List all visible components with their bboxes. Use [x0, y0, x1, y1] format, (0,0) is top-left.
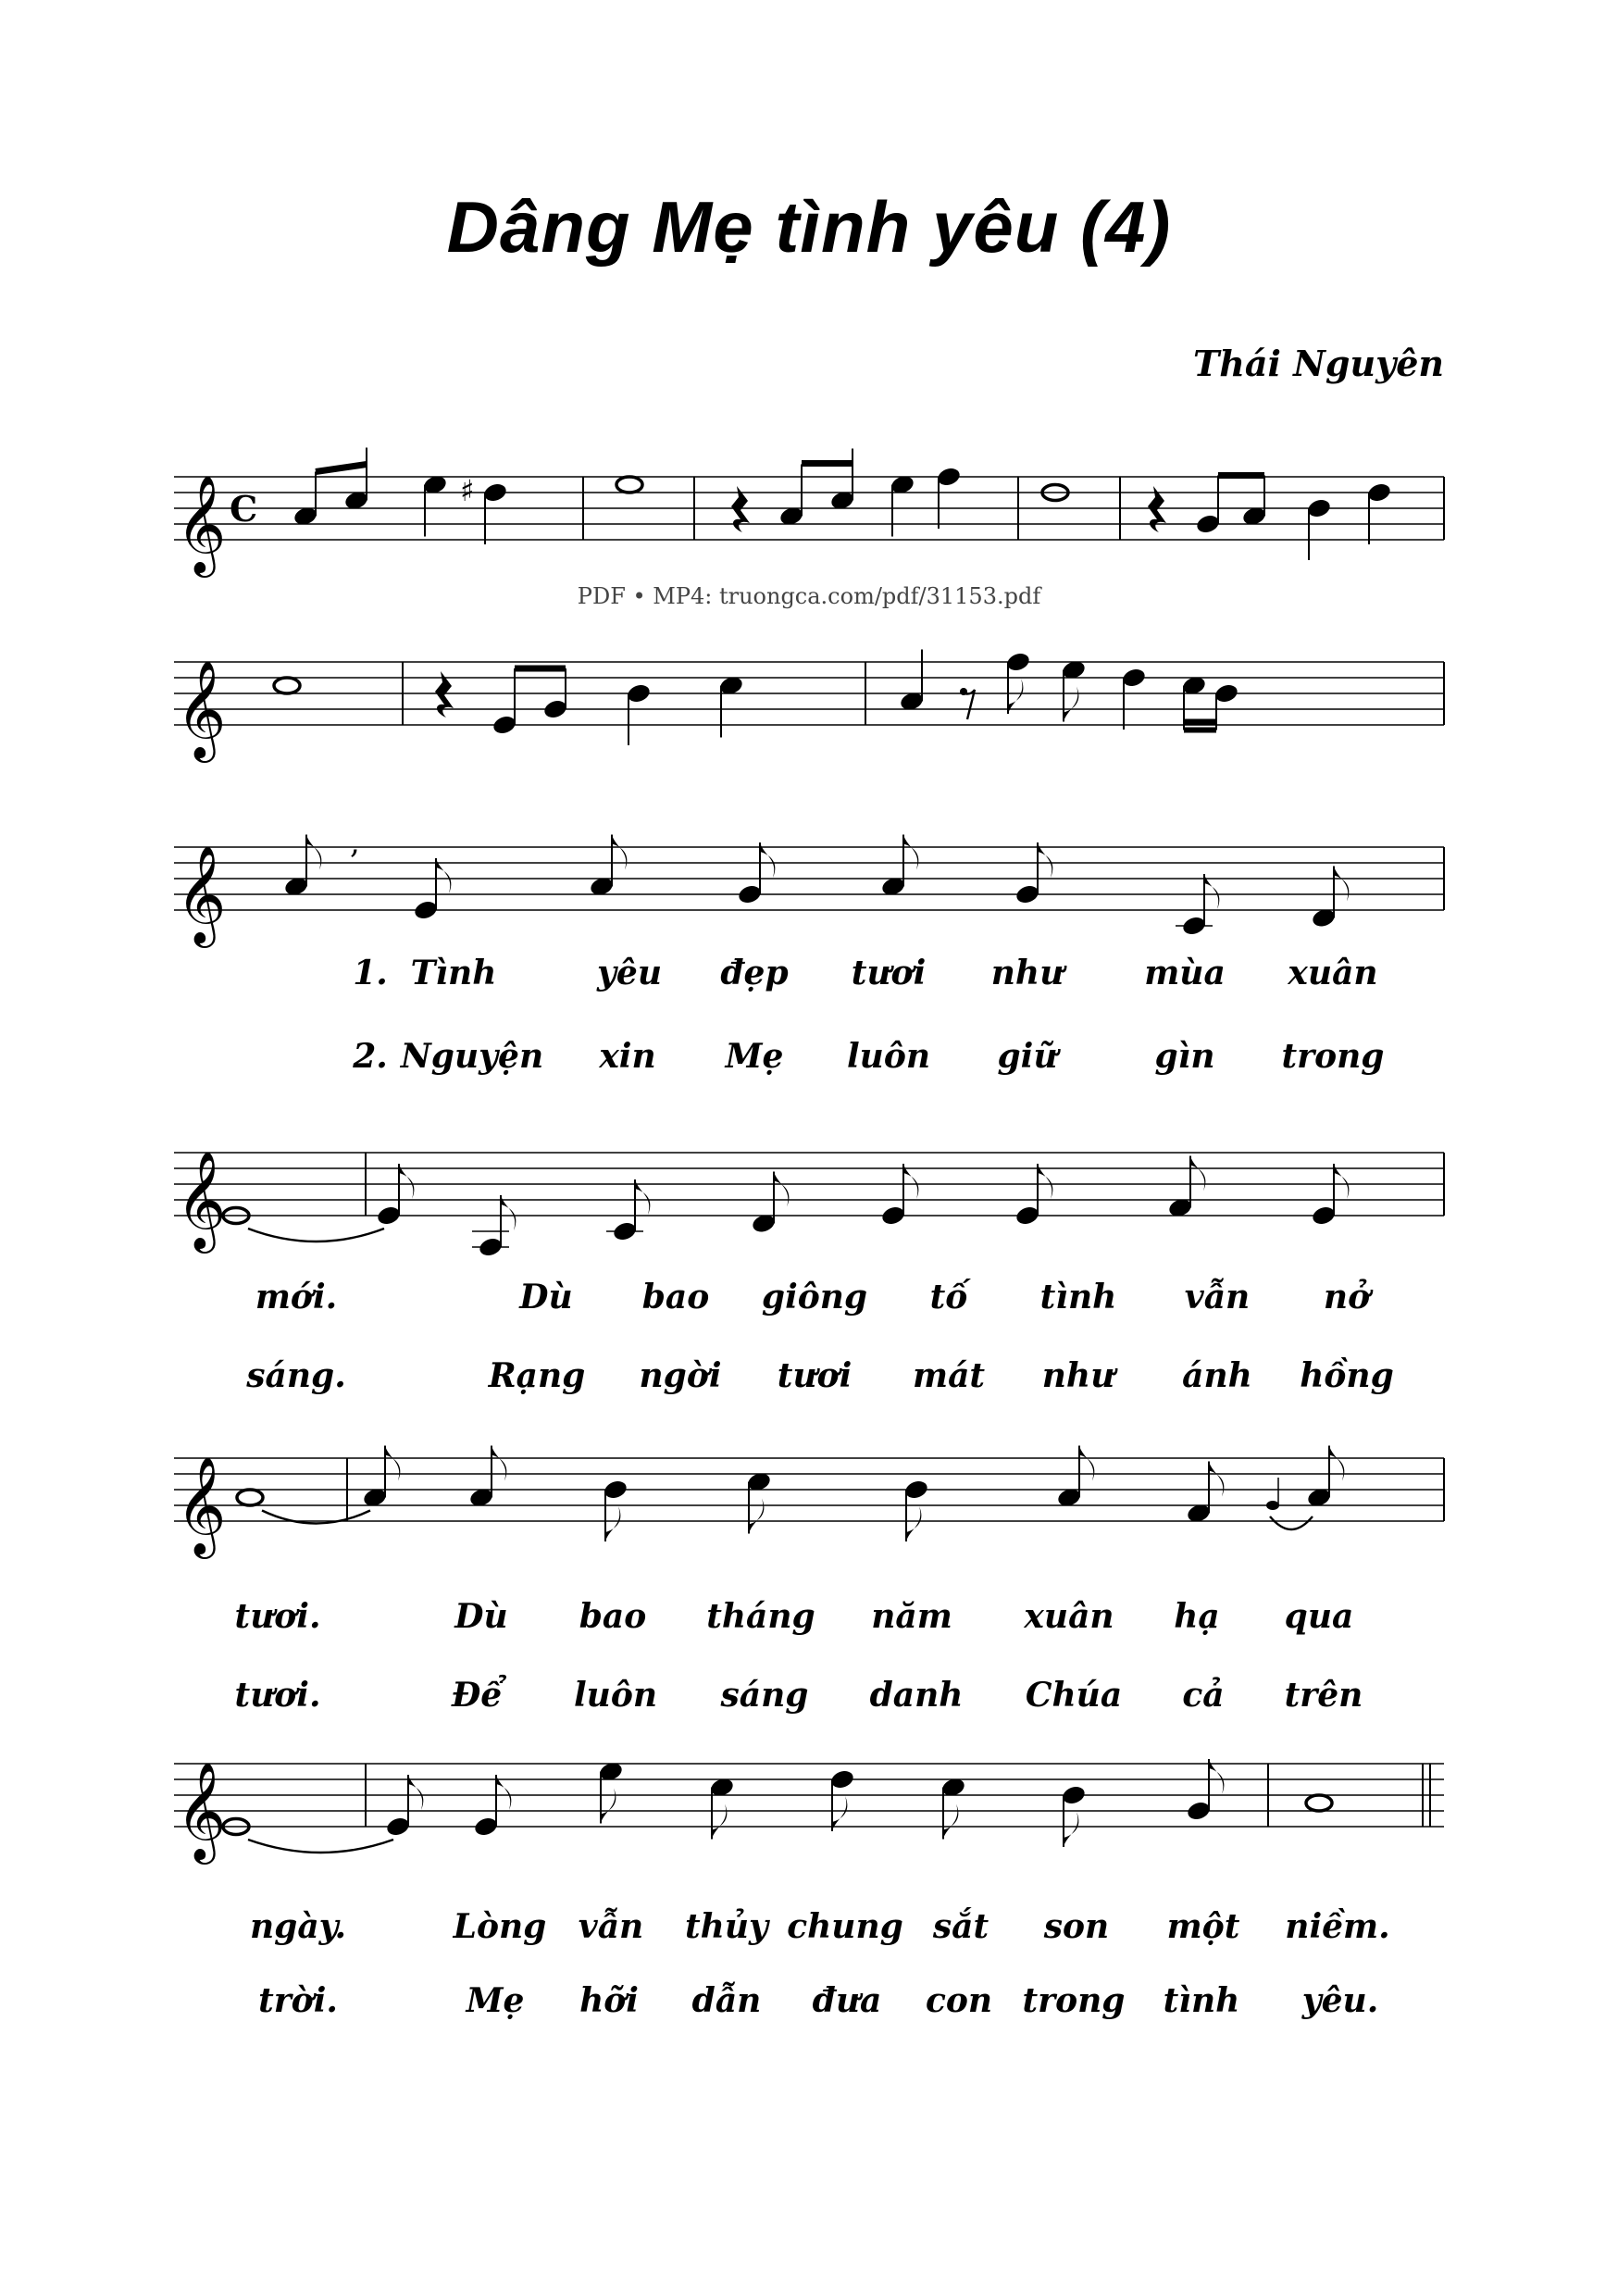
lyric-syllable: năm — [871, 1597, 952, 1636]
note-flag — [492, 1446, 506, 1481]
lyric-syllable: tươi — [777, 1356, 853, 1395]
staff-system-6 — [0, 1722, 1618, 1870]
treble-clef: 𝄞 — [176, 1455, 227, 1554]
note-flag — [906, 1506, 921, 1541]
lyric-syllable: tình — [1163, 1981, 1240, 2020]
lyric-syllable: son — [1043, 1907, 1110, 1946]
lyric-syllable: tươi. — [234, 1597, 321, 1636]
note-head — [603, 1479, 629, 1501]
note-head — [385, 1816, 411, 1838]
note-flag — [601, 1789, 616, 1824]
lyric-syllable: giữ — [997, 1037, 1058, 1076]
note-head — [1195, 513, 1221, 535]
eighth-rest — [964, 690, 975, 719]
note-head — [612, 1220, 638, 1242]
lyric-syllable: Mẹ — [725, 1037, 784, 1076]
note-flag — [943, 1804, 958, 1840]
note-head — [903, 1479, 929, 1501]
note-head — [1121, 667, 1147, 689]
note-head — [936, 466, 962, 488]
grace-note — [1266, 1501, 1279, 1510]
lyric-syllable: trời. — [258, 1981, 338, 2020]
lyric-syllable: gìn — [1154, 1037, 1215, 1076]
lyric-syllable: Chúa — [1025, 1676, 1123, 1715]
tie — [248, 1229, 384, 1242]
tie — [1270, 1516, 1313, 1529]
lyric-syllable: niềm. — [1285, 1907, 1390, 1946]
lyric-verse-number: 1. — [353, 954, 388, 992]
lyric-syllable: hạ — [1174, 1597, 1220, 1636]
note-head — [1181, 915, 1207, 937]
lyric-syllable: Nguyện — [400, 1037, 544, 1076]
note-beam — [316, 465, 367, 472]
lyric-syllable: hỡi — [579, 1981, 639, 2020]
lyric-syllable: ánh — [1182, 1356, 1252, 1395]
note-head — [1186, 1800, 1212, 1822]
tie — [248, 1840, 393, 1853]
lyric-syllable: như — [990, 954, 1064, 992]
lyric-syllable: trong — [1281, 1037, 1385, 1076]
note-flag — [612, 835, 627, 870]
lyric-syllable: trên — [1284, 1676, 1363, 1715]
lyric-syllable: một — [1166, 1907, 1240, 1946]
lyric-syllable: tình — [1039, 1278, 1117, 1316]
staff-system-5 — [0, 1416, 1618, 1565]
lyric-syllable: ngày. — [250, 1907, 346, 1946]
note-head — [1306, 497, 1332, 519]
lyric-syllable: đẹp — [720, 954, 789, 992]
lyric-syllable: Dù — [454, 1597, 508, 1636]
note-head — [542, 698, 568, 720]
lyric-syllable: tươi. — [234, 1676, 321, 1715]
lyric-syllable: xuân — [1288, 954, 1378, 992]
lyric-syllable: luôn — [573, 1676, 658, 1715]
lyric-syllable: xuân — [1024, 1597, 1114, 1636]
source-link[interactable]: PDF • MP4: truongca.com/pdf/31153.pdf — [577, 583, 1041, 609]
note-head — [413, 899, 439, 921]
lyric-syllable: chung — [787, 1907, 903, 1946]
note-head — [829, 1768, 855, 1791]
note-head — [1014, 1204, 1040, 1227]
note-flag — [385, 1446, 400, 1481]
lyric-syllable: bao — [579, 1597, 647, 1636]
lyric-syllable: mùa — [1144, 954, 1226, 992]
whole-note — [616, 477, 642, 493]
lyric-syllable: vẫn — [578, 1907, 644, 1946]
lyric-syllable: hồng — [1300, 1356, 1394, 1395]
lyric-syllable: đưa — [812, 1981, 882, 2020]
lyric-syllable: qua — [1284, 1597, 1354, 1636]
lyric-verse-number: 2. — [353, 1037, 388, 1076]
note-head — [492, 714, 517, 736]
breath-mark: , — [350, 824, 360, 861]
lyric-syllable: sắt — [932, 1907, 989, 1946]
note-head — [478, 1236, 504, 1258]
whole-note — [274, 678, 300, 693]
note-head — [1061, 1784, 1087, 1806]
lyric-syllable: sáng. — [246, 1356, 346, 1395]
lyric-syllable: tươi — [851, 954, 927, 992]
note-flag — [306, 835, 321, 870]
lyric-syllable: bao — [641, 1278, 710, 1316]
note-flag — [749, 1499, 764, 1534]
lyric-syllable: tố — [929, 1278, 968, 1316]
whole-note — [237, 1490, 263, 1505]
staff-system-2 — [0, 620, 1618, 768]
composer-name: Thái Nguyên — [1192, 343, 1444, 384]
lyric-syllable: Để — [451, 1676, 503, 1715]
note-flag — [774, 1172, 789, 1207]
note-head — [880, 1204, 906, 1227]
lyric-syllable: nở — [1323, 1278, 1371, 1316]
lyric-syllable: mới. — [255, 1278, 338, 1316]
treble-clef: 𝄞 — [176, 1761, 227, 1860]
lyric-syllable: thủy — [685, 1907, 768, 1946]
note-flag — [1064, 1812, 1078, 1847]
treble-clef: 𝄞 — [176, 844, 227, 943]
lyric-syllable: sáng — [720, 1676, 809, 1715]
lyric-syllable: Lòng — [453, 1907, 547, 1946]
lyric-syllable: danh — [869, 1676, 964, 1715]
sharp-sign: ♯ — [460, 473, 475, 508]
note-flag — [1079, 1446, 1094, 1481]
note-flag — [1334, 867, 1349, 902]
note-flag — [903, 835, 918, 870]
lyric-syllable: dẫn — [691, 1981, 762, 2020]
lyric-syllable: Rạng — [488, 1356, 586, 1395]
whole-note — [1306, 1795, 1332, 1811]
treble-clef: 𝄞 — [176, 659, 227, 758]
time-signature: C — [230, 488, 258, 530]
note-head — [1366, 481, 1392, 504]
note-flag — [1209, 1462, 1224, 1497]
song-title: Dâng Mẹ tình yêu (4) — [446, 186, 1172, 268]
lyric-syllable: mát — [912, 1356, 986, 1395]
staff-system-3 — [0, 805, 1618, 954]
treble-clef: 𝄞 — [176, 1150, 227, 1249]
lyric-syllable: luôn — [846, 1037, 931, 1076]
staff-system-1 — [0, 435, 1618, 583]
lyric-syllable: tháng — [706, 1597, 815, 1636]
lyric-syllable: yêu. — [1301, 1981, 1379, 2020]
note-flag — [712, 1804, 727, 1840]
note-head — [1311, 1204, 1337, 1227]
lyric-syllable: Tình — [410, 954, 497, 992]
lyric-syllable: ngời — [639, 1356, 722, 1395]
staff-system-4 — [0, 1111, 1618, 1259]
lyric-syllable: như — [1041, 1356, 1115, 1395]
lyric-syllable: vẫn — [1184, 1278, 1251, 1316]
note-head — [473, 1816, 499, 1838]
note-flag — [605, 1506, 620, 1541]
note-flag — [1329, 1446, 1344, 1481]
lyric-syllable: trong — [1022, 1981, 1126, 2020]
treble-clef: 𝄞 — [176, 474, 227, 573]
lyric-syllable: xin — [599, 1037, 656, 1076]
note-flag — [1064, 687, 1078, 722]
note-head — [737, 883, 763, 905]
lyric-syllable: giông — [761, 1278, 868, 1316]
note-head — [376, 1204, 402, 1227]
lyric-syllable: Dù — [519, 1278, 573, 1316]
lyric-syllable: yêu — [597, 954, 662, 992]
lyric-syllable: con — [925, 1981, 993, 2020]
note-head — [1014, 883, 1040, 905]
lyric-syllable: cả — [1182, 1676, 1225, 1715]
note-head — [482, 481, 508, 504]
note-flag — [1190, 1156, 1205, 1192]
lyric-syllable: Mẹ — [466, 1981, 525, 2020]
note-head — [1214, 682, 1239, 705]
note-head — [1005, 651, 1031, 673]
note-head — [626, 682, 652, 705]
